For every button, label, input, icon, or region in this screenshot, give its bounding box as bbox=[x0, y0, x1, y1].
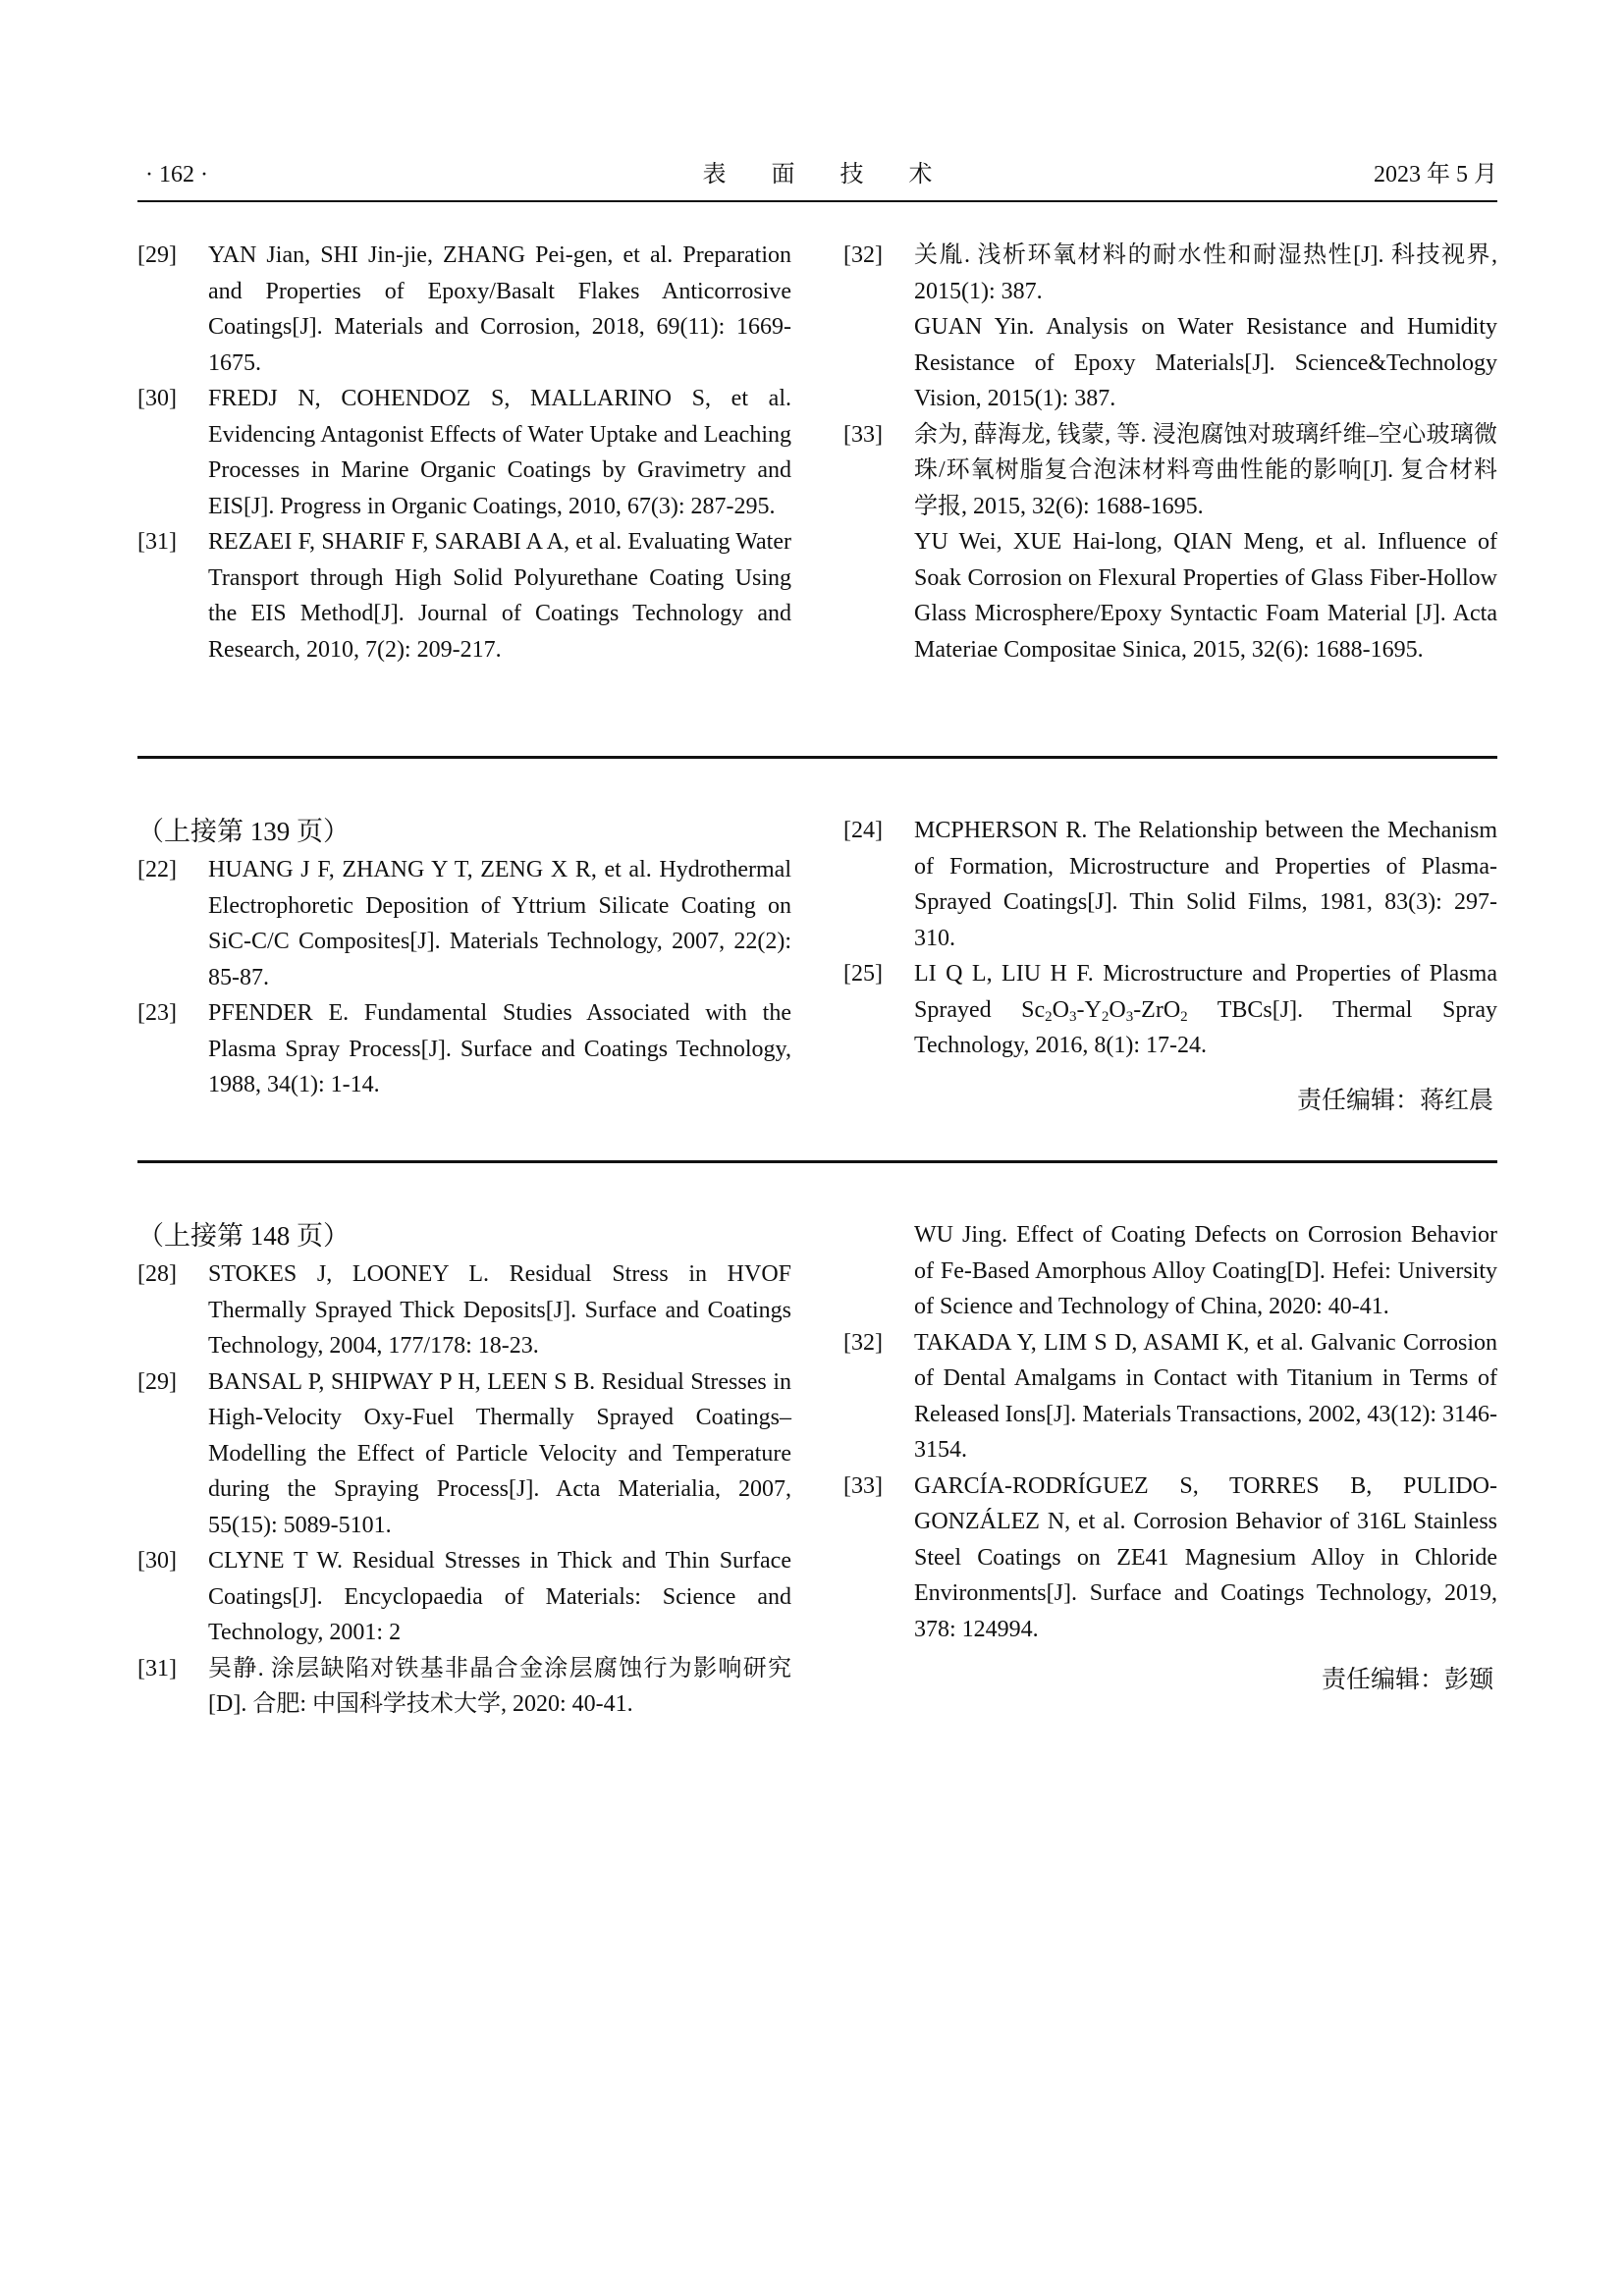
reference-number: [32] bbox=[843, 1329, 883, 1356]
reference-number: [33] bbox=[843, 1472, 883, 1499]
reference-item bbox=[843, 1325, 1497, 1468]
header-rule bbox=[137, 200, 1497, 202]
reference-text: STOKES J, LOONEY L. Residual Stress in HVOF Thermally Sprayed Thick Deposits[J]. Surface and Coatings Technology, 2004, 177/178: 18-23. bbox=[208, 1261, 791, 1359]
reference-number: [29] bbox=[137, 242, 177, 268]
reference-number: [29] bbox=[137, 1368, 177, 1395]
reference-text bbox=[914, 956, 1497, 1064]
reference-number: [23] bbox=[137, 1000, 177, 1026]
reference-item bbox=[137, 995, 791, 1103]
reference-number: [22] bbox=[137, 857, 177, 882]
reference-number: [30] bbox=[137, 1548, 177, 1574]
reference-number: [32] bbox=[843, 242, 883, 268]
reference-item bbox=[137, 238, 791, 381]
reference-item bbox=[843, 238, 1497, 417]
reference-text: PFENDER E. Fundamental Studies Associated with the Plasma Spray Process[J]. Surface and Coatings Technology, 1988, 34(1): 1-14. bbox=[208, 1000, 791, 1097]
section-divider bbox=[137, 756, 1497, 759]
reference-number: [30] bbox=[137, 386, 177, 411]
reference-text-end: TBCs[J]. Thermal Spray Technology, 2016, 8(1): 17-24. bbox=[914, 996, 1497, 1058]
section1-right-column bbox=[843, 238, 1497, 667]
page-number: · 162 · bbox=[145, 162, 208, 187]
journal-title: 表 面 技 术 bbox=[702, 162, 952, 187]
reference-text-start: LI Q L, LIU H F. Microstructure and Properties of Plasma Sprayed bbox=[914, 961, 1497, 1023]
reference-text: 吴静. 涂层缺陷对铁基非晶合金涂层腐蚀行为影响研究[D]. 合肥: 中国科学技术大学, 2020: 40-41. bbox=[208, 1655, 791, 1717]
reference-text-en: WU Jing. Effect of Coating Defects on Corrosion Behavior of Fe-Based Amorphous Alloy Coating[D]. Hefei: University of Science and Technology of China, 2020: 40-41. bbox=[914, 1222, 1497, 1319]
reference-number: [31] bbox=[137, 529, 177, 555]
reference-number: [25] bbox=[843, 961, 883, 987]
section3-right-column bbox=[843, 1217, 1497, 1698]
reference-item bbox=[137, 1364, 791, 1544]
reference-text: TAKADA Y, LIM S D, ASAMI K, et al. Galvanic Corrosion of Dental Amalgams in Contact with Titanium in Terms of Released Ions[J]. Materials Transactions, 2002, 43(12): 3146-3154. bbox=[914, 1329, 1497, 1463]
reference-item bbox=[843, 956, 1497, 1064]
reference-text: HUANG J F, ZHANG Y T, ZENG X R, et al. Hydrothermal Electrophoretic Deposition of Yttrium Silicate Coating on SiC-C/C Composites[J]. Materials Technology, 2007, 22(2): 85-87. bbox=[208, 857, 791, 990]
reference-item bbox=[137, 1543, 791, 1651]
responsible-editor: 责任编辑：彭颋 bbox=[1321, 1667, 1493, 1693]
section1-left-column bbox=[137, 238, 791, 667]
reference-text-cn: 关胤. 浅析环氧材料的耐水性和耐湿热性[J]. 科技视界, 2015(1): 387. bbox=[914, 242, 1497, 304]
reference-text: BANSAL P, SHIPWAY P H, LEEN S B. Residual Stresses in High-Velocity Oxy-Fuel Thermally Sprayed Coatings–Modelling the Effect of Particle Velocity and Temperature during the Spraying Process[J]. Acta Materialia, 2007, 55(15): 5089-5101. bbox=[208, 1368, 791, 1538]
reference-item bbox=[137, 381, 791, 524]
reference-item bbox=[137, 524, 791, 667]
reference-number: [31] bbox=[137, 1655, 177, 1682]
reference-item bbox=[843, 1468, 1497, 1648]
reference-item bbox=[137, 852, 791, 995]
responsible-editor: 责任编辑：蒋红晨 bbox=[1296, 1087, 1493, 1114]
reference-number: [33] bbox=[843, 421, 883, 448]
reference-text: FREDJ N, COHENDOZ S, MALLARINO S, et al. Evidencing Antagonist Effects of Water Uptake and Leaching Processes in Marine Organic Coatings by Gravimetry and EIS[J]. Progress in Organic Coatings, 2010, 67(3): 287-295. bbox=[208, 386, 791, 519]
reference-text-en: YU Wei, XUE Hai-long, QIAN Meng, et al. Influence of Soak Corrosion on Flexural Properties of Glass Fiber-Hollow Glass Microsphere/Epoxy Syntactic Foam Material [J]. Acta Materiae Compositae Sinica, 2015, 32(6): 1688-1695. bbox=[914, 529, 1497, 663]
reference-number: [28] bbox=[137, 1261, 177, 1287]
reference-item bbox=[843, 813, 1497, 956]
continued-from-label: （上接第 148 页） bbox=[137, 1221, 350, 1251]
section3-left-column bbox=[137, 1217, 791, 1723]
section-divider bbox=[137, 1160, 1497, 1163]
reference-text: CLYNE T W. Residual Stresses in Thick and Thin Surface Coatings[J]. Encyclopaedia of Materials: Science and Technology, 2001: 2 bbox=[208, 1548, 791, 1645]
reference-item bbox=[843, 417, 1497, 668]
reference-text: YAN Jian, SHI Jin-jie, ZHANG Pei-gen, et al. Preparation and Properties of Epoxy/Basalt Flakes Anticorrosive Coatings[J]. Materials and Corrosion, 2018, 69(11): 1669-1675. bbox=[208, 242, 791, 376]
issue-date: 2023 年 5 月 bbox=[1374, 162, 1497, 187]
reference-text-en: GUAN Yin. Analysis on Water Resistance and Humidity Resistance of Epoxy Materials[J]. Science&Technology Vision, 2015(1): 387. bbox=[914, 314, 1497, 411]
section2-right-column bbox=[843, 813, 1497, 1119]
reference-text: MCPHERSON R. The Relationship between the Mechanism of Formation, Microstructure and Properties of Plasma-Sprayed Coatings[J]. Thin Solid Films, 1981, 83(3): 297- 310. bbox=[914, 818, 1497, 951]
continued-from-label: （上接第 139 页） bbox=[137, 817, 350, 846]
chemical-formula: $Sc_2O_3-Y_2O_3-ZrO_2$ bbox=[1021, 996, 1188, 1025]
reference-item bbox=[137, 1256, 791, 1364]
reference-number: [24] bbox=[843, 818, 883, 843]
reference-item bbox=[137, 1651, 791, 1723]
section2-left-column bbox=[137, 813, 791, 1103]
running-header bbox=[137, 157, 1497, 192]
reference-item-continuation bbox=[843, 1217, 1497, 1325]
reference-text: REZAEI F, SHARIF F, SARABI A A, et al. Evaluating Water Transport through High Solid Polyurethane Coating Using the EIS Method[J]. Journal of Coatings Technology and Research, 2010, 7(2): 209-217. bbox=[208, 529, 791, 663]
reference-text: GARCÍA-RODRÍGUEZ S, TORRES B, PULIDO-GONZÁLEZ N, et al. Corrosion Behavior of 316L Stainless Steel Coatings on ZE41 Magnesium Alloy in Chloride Environments[J]. Surface and Coatings Technology, 2019, 378: 124994. bbox=[914, 1472, 1497, 1642]
reference-text-cn: 余为, 薛海龙, 钱蒙, 等. 浸泡腐蚀对玻璃纤维–空心玻璃微珠/环氧树脂复合泡沫材料弯曲性能的影响[J]. 复合材料学报, 2015, 32(6): 1688-1695. bbox=[914, 421, 1497, 519]
